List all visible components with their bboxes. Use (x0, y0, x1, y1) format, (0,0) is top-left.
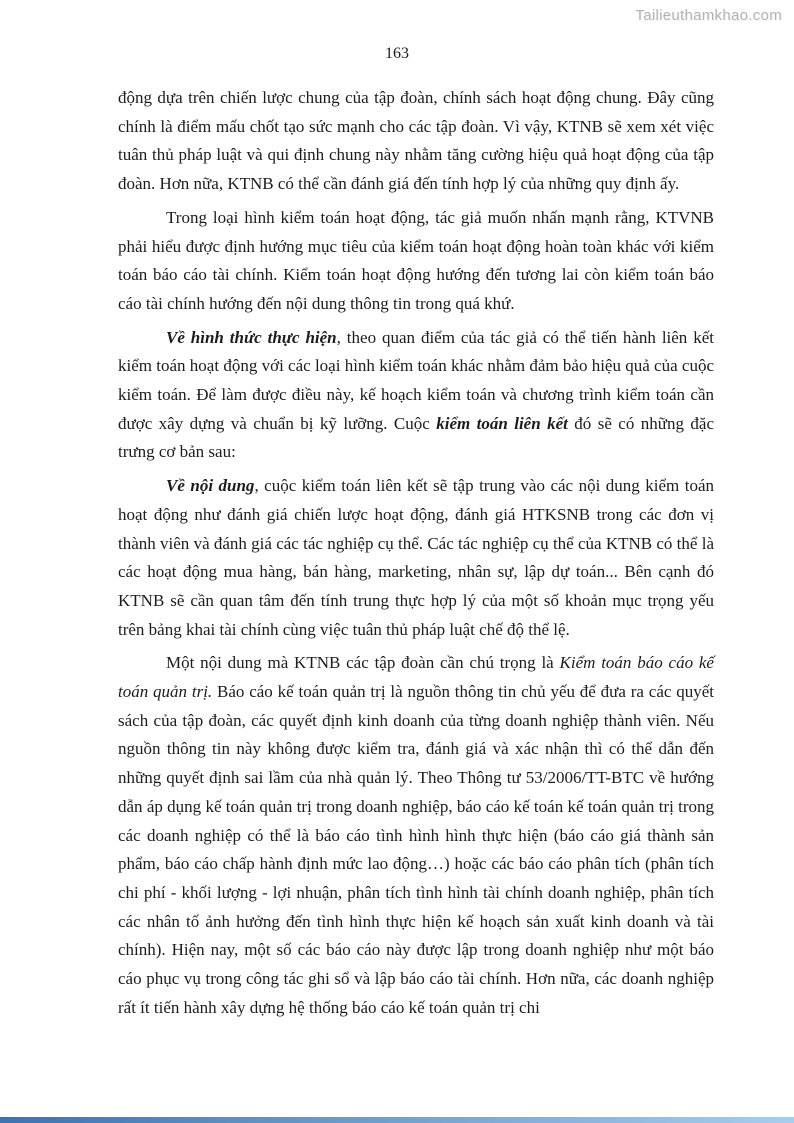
text-segment: Về nội dung (166, 476, 255, 496)
text-segment: đó sẽ có những đặc trưng cơ bản sau: (118, 413, 714, 462)
text-segment: , cuộc kiểm toán liên kết sẽ tập trung vào các nội dung kiểm toán hoạt động như đánh giá chiến lược hoạt động, đánh giá HTKSNB trong các đơn vị thành viên và đánh giá các tác nghiệp cụ thể. Các tác nghiệp cụ thể của KTNB có thể là các hoạt động mua hàng, bán hàng, marketing, nhân sự, lập dự toán... Bên cạnh đó KTNB sẽ cần quan tâm đến tính trung thực hợp lý của một số khoản mục trọng yếu trên bảng khai tài chính cùng việc tuân thủ pháp luật chế độ thể lệ. (118, 476, 714, 639)
text-segment: Trong loại hình kiểm toán hoạt động, tác giả muốn nhấn mạnh rằng, KTVNB phải hiểu được định hướng mục tiêu của kiểm toán hoạt động hoàn toàn khác với kiểm toán báo cáo tài chính. Kiểm toán hoạt động hướng đến tương lai còn kiểm toán báo cáo tài chính hướng đến nội dung thông tin trong quá khứ. (118, 207, 714, 313)
paragraph (118, 84, 714, 199)
text-segment: , theo quan điểm của tác giả có thể tiến hành liên kết kiểm toán hoạt động với các loại hình kiểm toán khác nhằm đảm bảo hiệu quả của cuộc kiểm toán. Để làm được điều này, kế hoạch kiểm toán và chương trình kiểm toán cần được xây dựng và chuẩn bị kỹ lưỡng. Cuộc (118, 327, 714, 433)
watermark: Tailieuthamkhao.com (635, 7, 782, 24)
text-segment: Về hình thức thực hiện (166, 327, 337, 347)
text-segment: Báo cáo kế toán quản trị là nguồn thông tin chủ yếu để đưa ra các quyết sách của tập đoàn, các quyết định kinh doanh của từng doanh nghiệp thành viên. Nếu nguồn thông tin này không được kiểm tra, đánh giá và xác nhận thì có thể dẫn đến những quyết định sai lầm của nhà quản lý. Theo Thông tư 53/2006/TT-BTC về hướng dẫn áp dụng kế toán quản trị trong doanh nghiệp, báo cáo kế toán kế toán quản trị trong các doanh nghiệp có thể là báo cáo tình hình hình thực hiện (báo cáo giá thành sản phẩm, báo cáo chấp hành định mức lao động…) hoặc các báo cáo phân tích (phân tích chi phí - khối lượng - lợi nhuận, phân tích tình hình tài chính doanh nghiệp, phân tích các nhân tố ảnh hưởng đến tình hình thực hiện kế hoạch sản xuất kinh doanh và tài chính). Hiện nay, một số các báo cáo này được lập trong doanh nghiệp như một báo cáo phục vụ trong công tác ghi sổ và lập báo cáo tài chính. Hơn nữa, các doanh nghiệp rất ít tiến hành xây dựng hệ thống báo cáo kế toán quản trị chi (118, 682, 714, 1017)
paragraph (118, 324, 714, 468)
page-number: 163 (385, 45, 409, 62)
paragraph (118, 649, 714, 1022)
text-segment: Một nội dung mà KTNB các tập đoàn cần chú trọng là (166, 653, 560, 673)
text-segment: Kiểm toán báo cáo kế toán quản trị. (118, 653, 714, 702)
page-body (118, 84, 714, 1028)
footer-accent-bar (0, 1117, 794, 1123)
text-segment: kiểm toán liên kết (436, 413, 568, 433)
paragraph (118, 204, 714, 319)
paragraph (118, 472, 714, 644)
text-segment: động dựa trên chiến lược chung của tập đoàn, chính sách hoạt động chung. Đây cũng chính là điểm mấu chốt tạo sức mạnh cho các tập đoàn. Vì vậy, KTNB sẽ xem xét việc tuân thủ pháp luật và qui định chung này nhằm tăng cường hiệu quả hoạt động của tập đoàn. Hơn nữa, KTNB có thể cần đánh giá đến tính hợp lý của những quy định ấy. (118, 88, 714, 194)
